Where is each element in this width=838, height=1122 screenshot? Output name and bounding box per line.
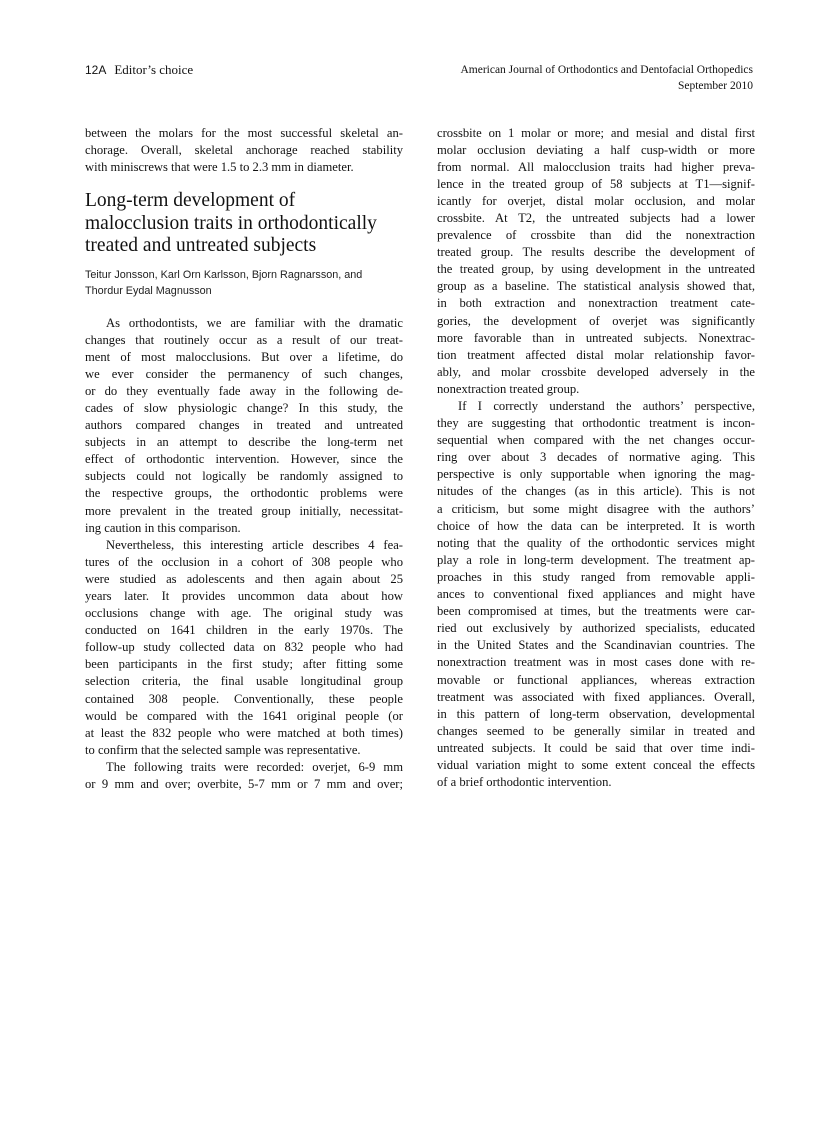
text-line: Nevertheless, this interesting article describes 4 fea- xyxy=(106,537,403,552)
article-authors xyxy=(85,268,405,299)
text-line: were studied as adolescents and then again about 25 xyxy=(85,571,403,586)
article-title xyxy=(85,190,415,258)
text-line: ing caution in this comparison. xyxy=(85,520,241,535)
text-line: movable or functional appliances, whereas extraction xyxy=(437,672,755,687)
text-line: ances to conventional fixed appliances and might have xyxy=(437,587,755,602)
text-line: or do they eventually fade away in the following de- xyxy=(85,383,403,398)
text-line: changes seemed to be generally similar in treated and xyxy=(437,723,755,738)
text-line: the treated group, by using development in the untreated xyxy=(437,262,755,277)
text-line: group as a baseline. The statistical analysis showed that, xyxy=(437,279,755,294)
text-line: nonextraction treatment was in most cases done with re- xyxy=(437,655,755,670)
text-line: treatment was associated with fixed appliances. Overall, xyxy=(437,689,755,704)
text-line: If I correctly understand the authors’ perspective, xyxy=(458,399,755,413)
text-line: play a role in long-term development. The treatment ap- xyxy=(437,552,755,567)
text-line: they are suggesting that orthodontic treatment is incon- xyxy=(437,416,755,431)
right-column-body xyxy=(437,125,755,792)
text-line: in both extraction and nonextraction treatment cate- xyxy=(437,296,755,311)
text-line: crossbite on 1 molar or more; and mesial and distal first xyxy=(437,125,755,140)
text-line: ably, and molar crossbite developed adversely in the xyxy=(437,364,755,379)
text-line: we ever consider the permanency of such changes, xyxy=(85,366,403,381)
text-line: in the United States and the Scandinavian countries. The xyxy=(437,638,755,653)
text-line: tion treatment affected distal molar relationship favor- xyxy=(437,347,755,362)
text-line: nonextraction treated group. xyxy=(437,381,580,396)
text-line: lence in the treated group of 58 subjects at T1—signif- xyxy=(437,176,755,191)
text-line: perspective is only supportable when ignoring the mag- xyxy=(437,467,755,482)
text-line: more favorable than in untreated subjects. Nonextrac- xyxy=(437,330,755,345)
text-line: occlusions change with age. The original study was xyxy=(85,606,403,621)
text-line: effect of orthodontic intervention. However, since the xyxy=(85,452,403,467)
text-line: untreated subjects. It could be said that over time indi- xyxy=(437,740,755,755)
text-line: gories, the development of overjet was significantly xyxy=(437,313,755,328)
text-line: sequential when compared with the net changes occur- xyxy=(437,433,755,448)
text-line: noting that the quality of the orthodontic services might xyxy=(437,535,755,550)
text-line: vidual variation might to some extent conceal the effects xyxy=(437,757,755,772)
text-line: changes that routinely occur as a result of our treat- xyxy=(85,332,403,347)
prior-article-ending xyxy=(85,125,403,176)
text-line: more prevalent in the treated group initially, necessitat- xyxy=(85,503,403,518)
text-line: subjects could not logically be randomly assigned to xyxy=(85,469,403,484)
text-line: contained 308 people. Conventionally, these people xyxy=(85,691,403,706)
text-line: ried out exclusively by authorized specialists, educated xyxy=(437,621,755,636)
text-line: ment of most malocclusions. But over a lifetime, do xyxy=(85,349,403,364)
running-header-right xyxy=(460,62,753,94)
text-line: with miniscrews that were 1.5 to 2.3 mm in diameter. xyxy=(85,159,354,174)
text-line: chorage. Overall, skeletal anchorage reached stability xyxy=(85,142,403,157)
text-line: been participants in the first study; after fitting some xyxy=(85,657,403,672)
text-line: at least the 832 people who were matched at both times) xyxy=(85,725,403,740)
text-line: icantly for overjet, distal molar occlusion, and molar xyxy=(437,193,755,208)
section-name: Editor’s choice xyxy=(114,62,194,77)
text-line: The following traits were recorded: overjet, 6-9 mm xyxy=(106,759,403,774)
text-line: in this pattern of long-term observation, developmental xyxy=(437,706,755,721)
title-line: treated and untreated subjects xyxy=(85,235,317,257)
text-line: a criticism, but some might disagree with the authors’ xyxy=(437,501,755,516)
text-line: crossbite. At T2, the untreated subjects had a lower xyxy=(437,210,755,225)
text-line: prevalence of crossbite than did the nonextraction xyxy=(437,228,755,243)
text-line: cades of slow physiologic change? In this study, the xyxy=(85,400,403,415)
text-line: molar occlusion deviating a half cusp-width or more xyxy=(437,142,755,157)
text-line: the respective groups, the orthodontic problems were xyxy=(85,486,403,501)
journal-name: American Journal of Orthodontics and Dentofacial Orthopedics xyxy=(460,64,753,76)
text-line: conducted on 1641 children in the early 1970s. The xyxy=(85,623,403,638)
text-line: proaches in this study ranged from removable appli- xyxy=(437,569,755,584)
text-line: been compromised at times, but the treatments were car- xyxy=(437,604,755,619)
left-column-body xyxy=(85,315,403,794)
running-header-left xyxy=(85,62,193,78)
page-number: 12A xyxy=(85,63,107,77)
text-line: choice of how the data can be interpreted. It is worth xyxy=(437,518,755,533)
text-line: ring over about 3 decades of normative aging. This xyxy=(437,450,755,465)
text-line: of a brief orthodontic intervention. xyxy=(437,775,612,790)
text-line: treated group. The results describe the development of xyxy=(437,245,755,260)
text-line: authors compared changes in treated and untreated xyxy=(85,418,403,433)
text-line: As orthodontists, we are familiar with the dramatic xyxy=(106,315,403,330)
author-line: Teitur Jonsson, Karl Orn Karlsson, Bjorn Ragnarsson, and xyxy=(85,269,363,281)
author-line: Thordur Eydal Magnusson xyxy=(85,284,212,297)
text-line: subjects in an attempt to describe the long-term net xyxy=(85,435,403,450)
text-line: nitudes of the changes (as in this article). This is not xyxy=(437,484,755,499)
text-line: or 9 mm and over; overbite, 5-7 mm or 7 mm and over; xyxy=(85,777,403,792)
title-line: malocclusion traits in orthodontically xyxy=(85,212,377,234)
issue-date: September 2010 xyxy=(677,80,753,92)
text-line: to confirm that the selected sample was representative. xyxy=(85,742,361,757)
text-line: from normal. All malocclusion traits had higher preva- xyxy=(437,159,755,174)
text-line: between the molars for the most successful skeletal an- xyxy=(85,125,403,140)
title-line: Long-term development of xyxy=(85,190,296,211)
text-line: would be compared with the 1641 original people (or xyxy=(85,708,403,723)
text-line: follow-up study collected data on 832 people who had xyxy=(85,640,403,655)
text-line: years later. It provides uncommon data about how xyxy=(85,589,403,603)
text-line: tures of the occlusion in a cohort of 308 people who xyxy=(85,554,403,569)
text-line: selection criteria, the final usable longitudinal group xyxy=(85,674,403,689)
